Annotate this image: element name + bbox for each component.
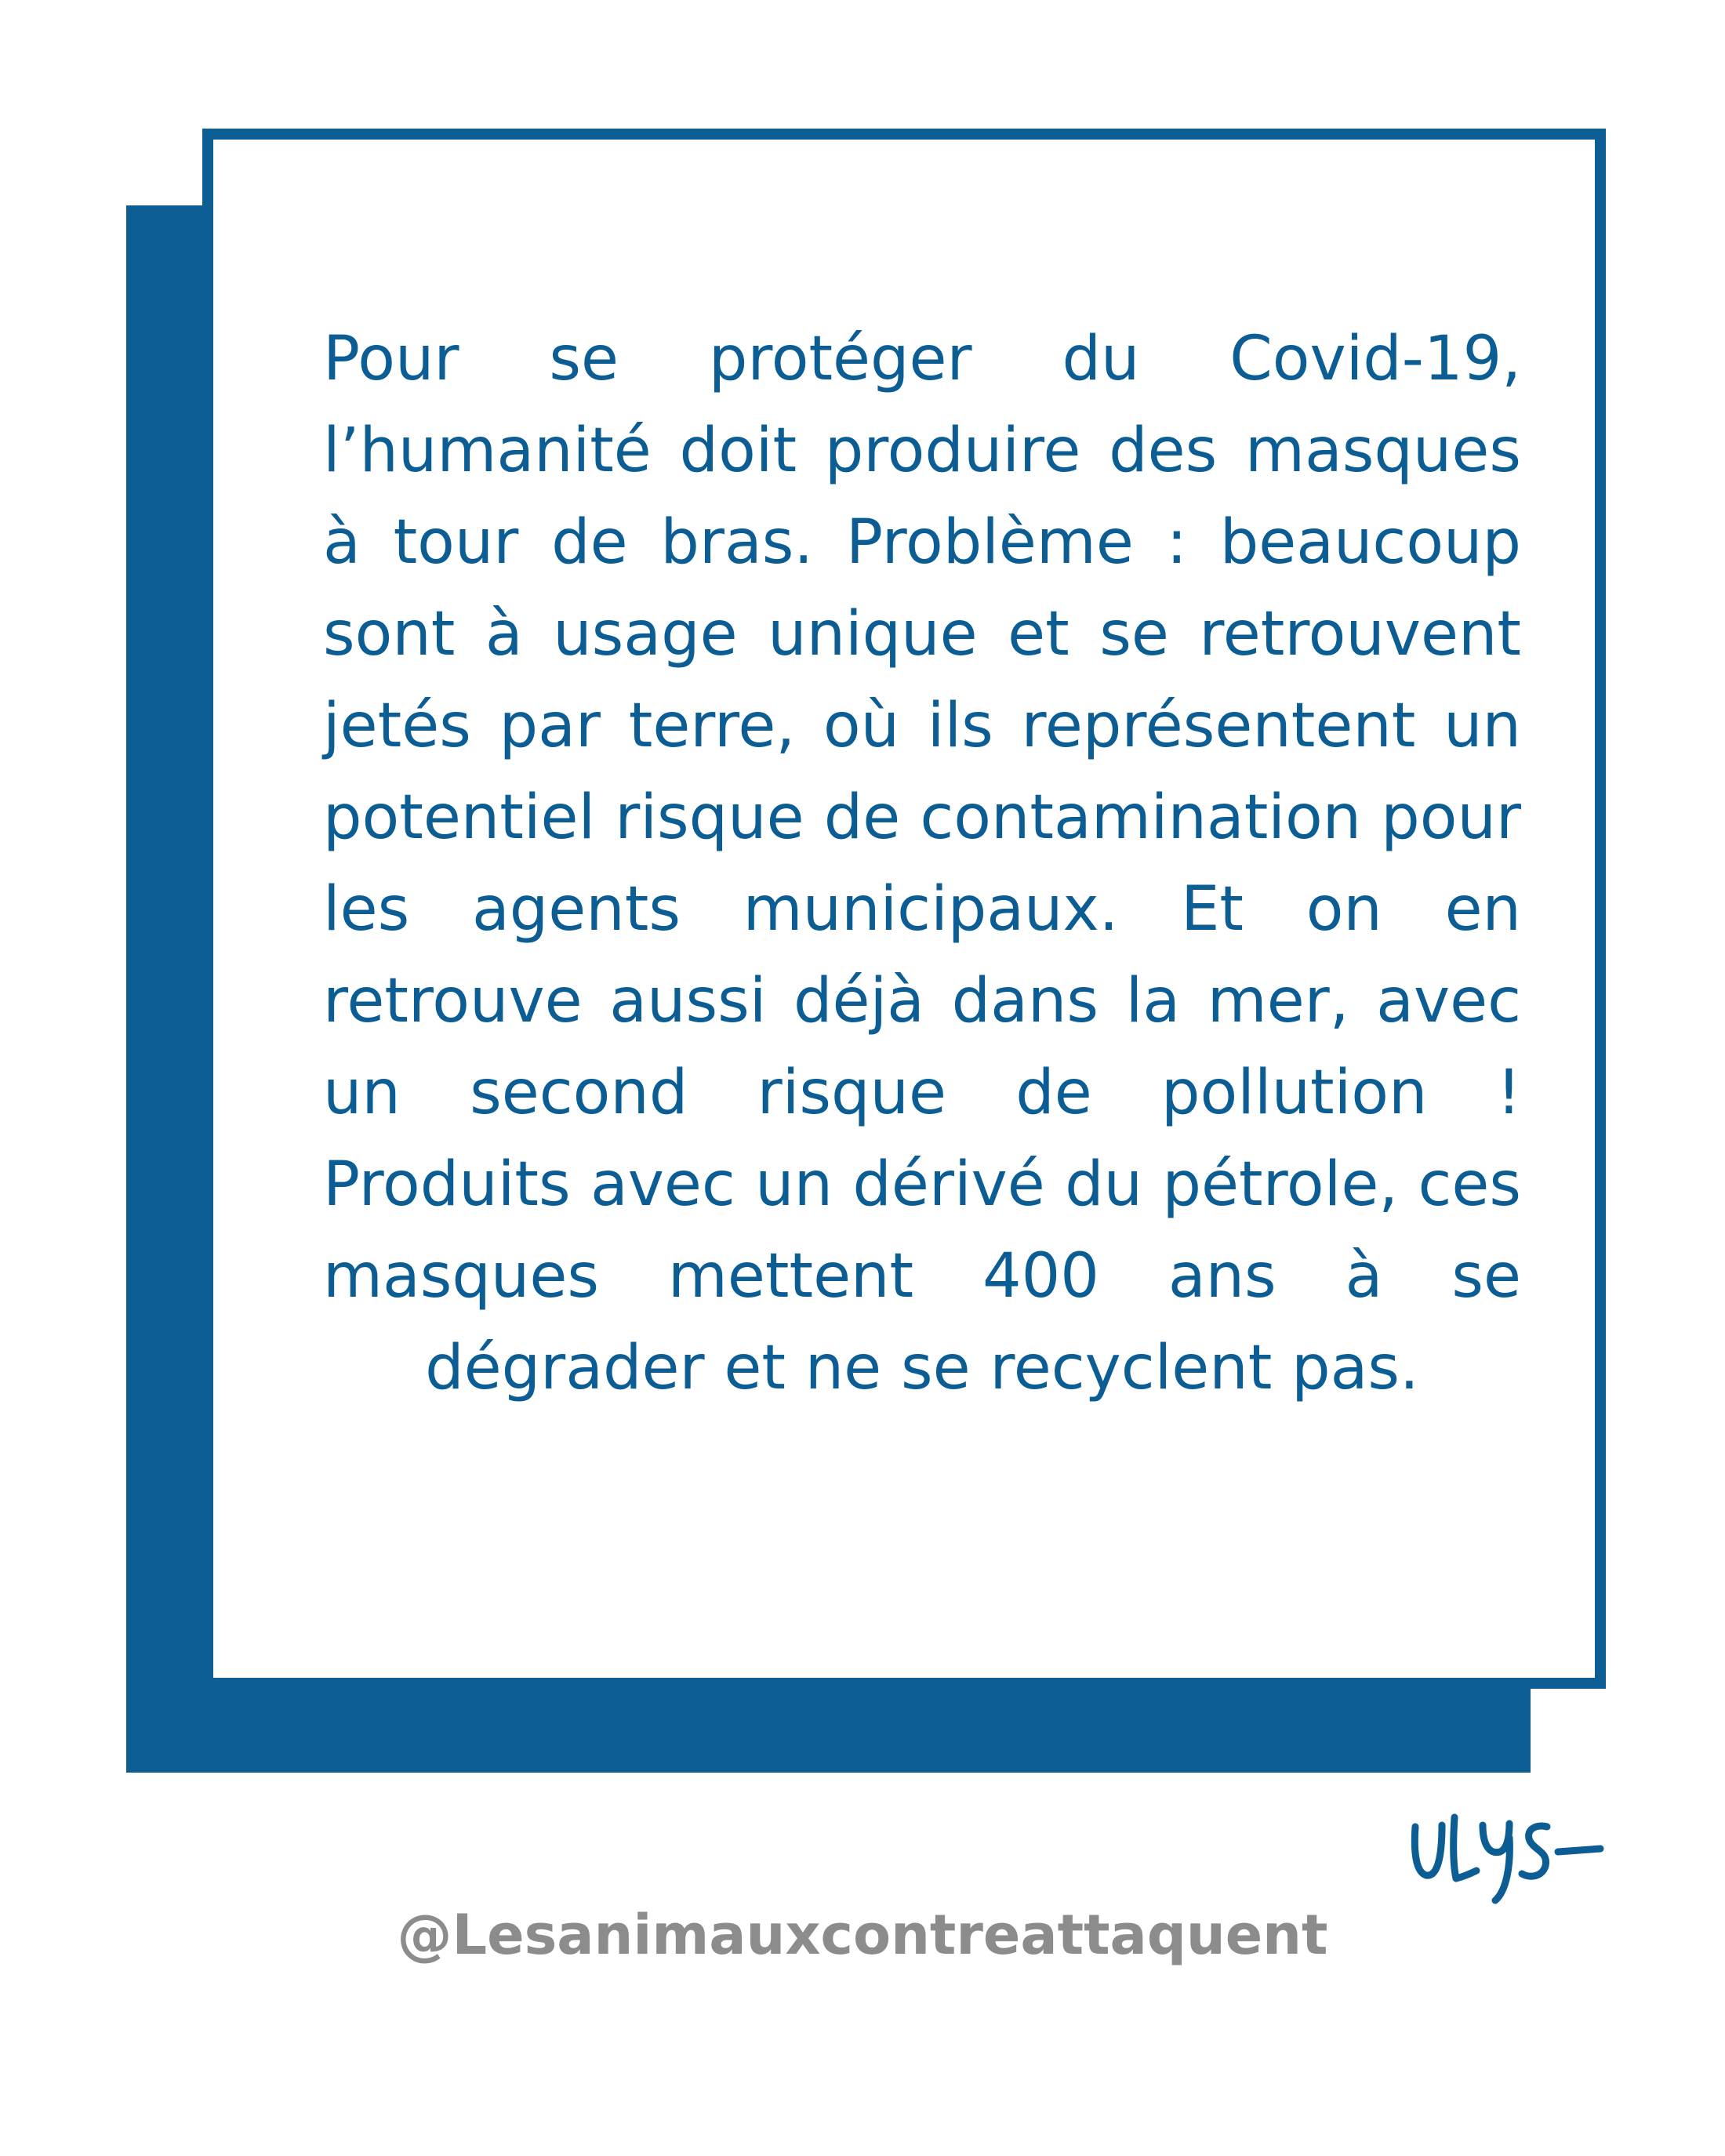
signature-logo-icon [1407, 1803, 1607, 1905]
text-card [202, 129, 1606, 1689]
social-handle: @Lesanimauxcontreattaquent [397, 1903, 1328, 1967]
card-text: Pour se protéger du Covid-19, l’humanité doit produire des masques à tour de bras. Problème : beaucoup sont à usage unique et se retrouvent jetés par terre, où ils représentent un potentiel risque de contamination pour les agents municipaux. Et on en retrouve aussi déjà dans la mer, avec un second risque de pollution ! Produits avec un dérivé du pétrole, ces masques mettent 400 ans à se dégrader et ne se recyclent pas. [323, 324, 1521, 1403]
